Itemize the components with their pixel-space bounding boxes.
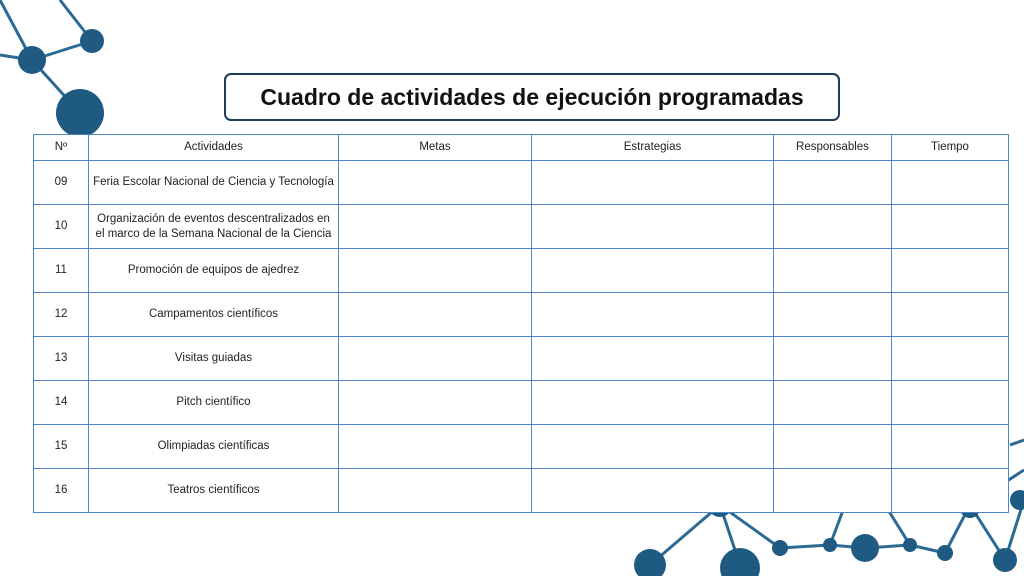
cell-num: 15	[34, 425, 89, 469]
cell-responsables	[774, 469, 892, 513]
cell-estrategias	[532, 205, 774, 249]
cell-actividad: Promoción de equipos de ajedrez	[89, 249, 339, 293]
table-row	[34, 205, 1009, 249]
cell-responsables	[774, 293, 892, 337]
table-row	[34, 469, 1009, 513]
table-row	[34, 293, 1009, 337]
header-num: Nº	[34, 135, 89, 161]
activities-table	[33, 134, 1009, 513]
cell-responsables	[774, 249, 892, 293]
cell-estrategias	[532, 161, 774, 205]
cell-num: 14	[34, 381, 89, 425]
table-row	[34, 425, 1009, 469]
cell-estrategias	[532, 381, 774, 425]
table-row	[34, 161, 1009, 205]
table-header-row	[34, 135, 1009, 161]
cell-tiempo	[892, 205, 1009, 249]
cell-metas	[339, 469, 532, 513]
cell-metas	[339, 293, 532, 337]
cell-actividad: Organización de eventos descentralizados en el marco de la Semana Nacional de la Ciencia	[89, 205, 339, 249]
cell-metas	[339, 337, 532, 381]
table-row	[34, 381, 1009, 425]
cell-tiempo	[892, 381, 1009, 425]
cell-tiempo	[892, 469, 1009, 513]
cell-actividad: Olimpiadas científicas	[89, 425, 339, 469]
cell-actividad: Campamentos científicos	[89, 293, 339, 337]
cell-metas	[339, 425, 532, 469]
header-actividades: Actividades	[89, 135, 339, 161]
table-row	[34, 249, 1009, 293]
cell-estrategias	[532, 469, 774, 513]
cell-responsables	[774, 425, 892, 469]
cell-metas	[339, 249, 532, 293]
cell-estrategias	[532, 337, 774, 381]
cell-responsables	[774, 381, 892, 425]
cell-num: 13	[34, 337, 89, 381]
cell-metas	[339, 161, 532, 205]
header-tiempo: Tiempo	[892, 135, 1009, 161]
cell-num: 16	[34, 469, 89, 513]
cell-tiempo	[892, 425, 1009, 469]
cell-tiempo	[892, 249, 1009, 293]
cell-estrategias	[532, 249, 774, 293]
header-estrategias: Estrategias	[532, 135, 774, 161]
cell-metas	[339, 381, 532, 425]
cell-num: 09	[34, 161, 89, 205]
cell-actividad: Visitas guiadas	[89, 337, 339, 381]
cell-responsables	[774, 205, 892, 249]
cell-actividad: Teatros científicos	[89, 469, 339, 513]
header-responsables: Responsables	[774, 135, 892, 161]
cell-responsables	[774, 161, 892, 205]
cell-estrategias	[532, 425, 774, 469]
table-row	[34, 337, 1009, 381]
cell-tiempo	[892, 161, 1009, 205]
slide-title-box	[224, 73, 840, 121]
cell-tiempo	[892, 293, 1009, 337]
header-metas: Metas	[339, 135, 532, 161]
cell-responsables	[774, 337, 892, 381]
slide-title: Cuadro de actividades de ejecución programadas	[260, 83, 804, 110]
cell-actividad: Feria Escolar Nacional de Ciencia y Tecnología	[89, 161, 339, 205]
cell-estrategias	[532, 293, 774, 337]
cell-num: 12	[34, 293, 89, 337]
cell-actividad: Pitch científico	[89, 381, 339, 425]
cell-num: 11	[34, 249, 89, 293]
cell-metas	[339, 205, 532, 249]
cell-num: 10	[34, 205, 89, 249]
cell-tiempo	[892, 337, 1009, 381]
